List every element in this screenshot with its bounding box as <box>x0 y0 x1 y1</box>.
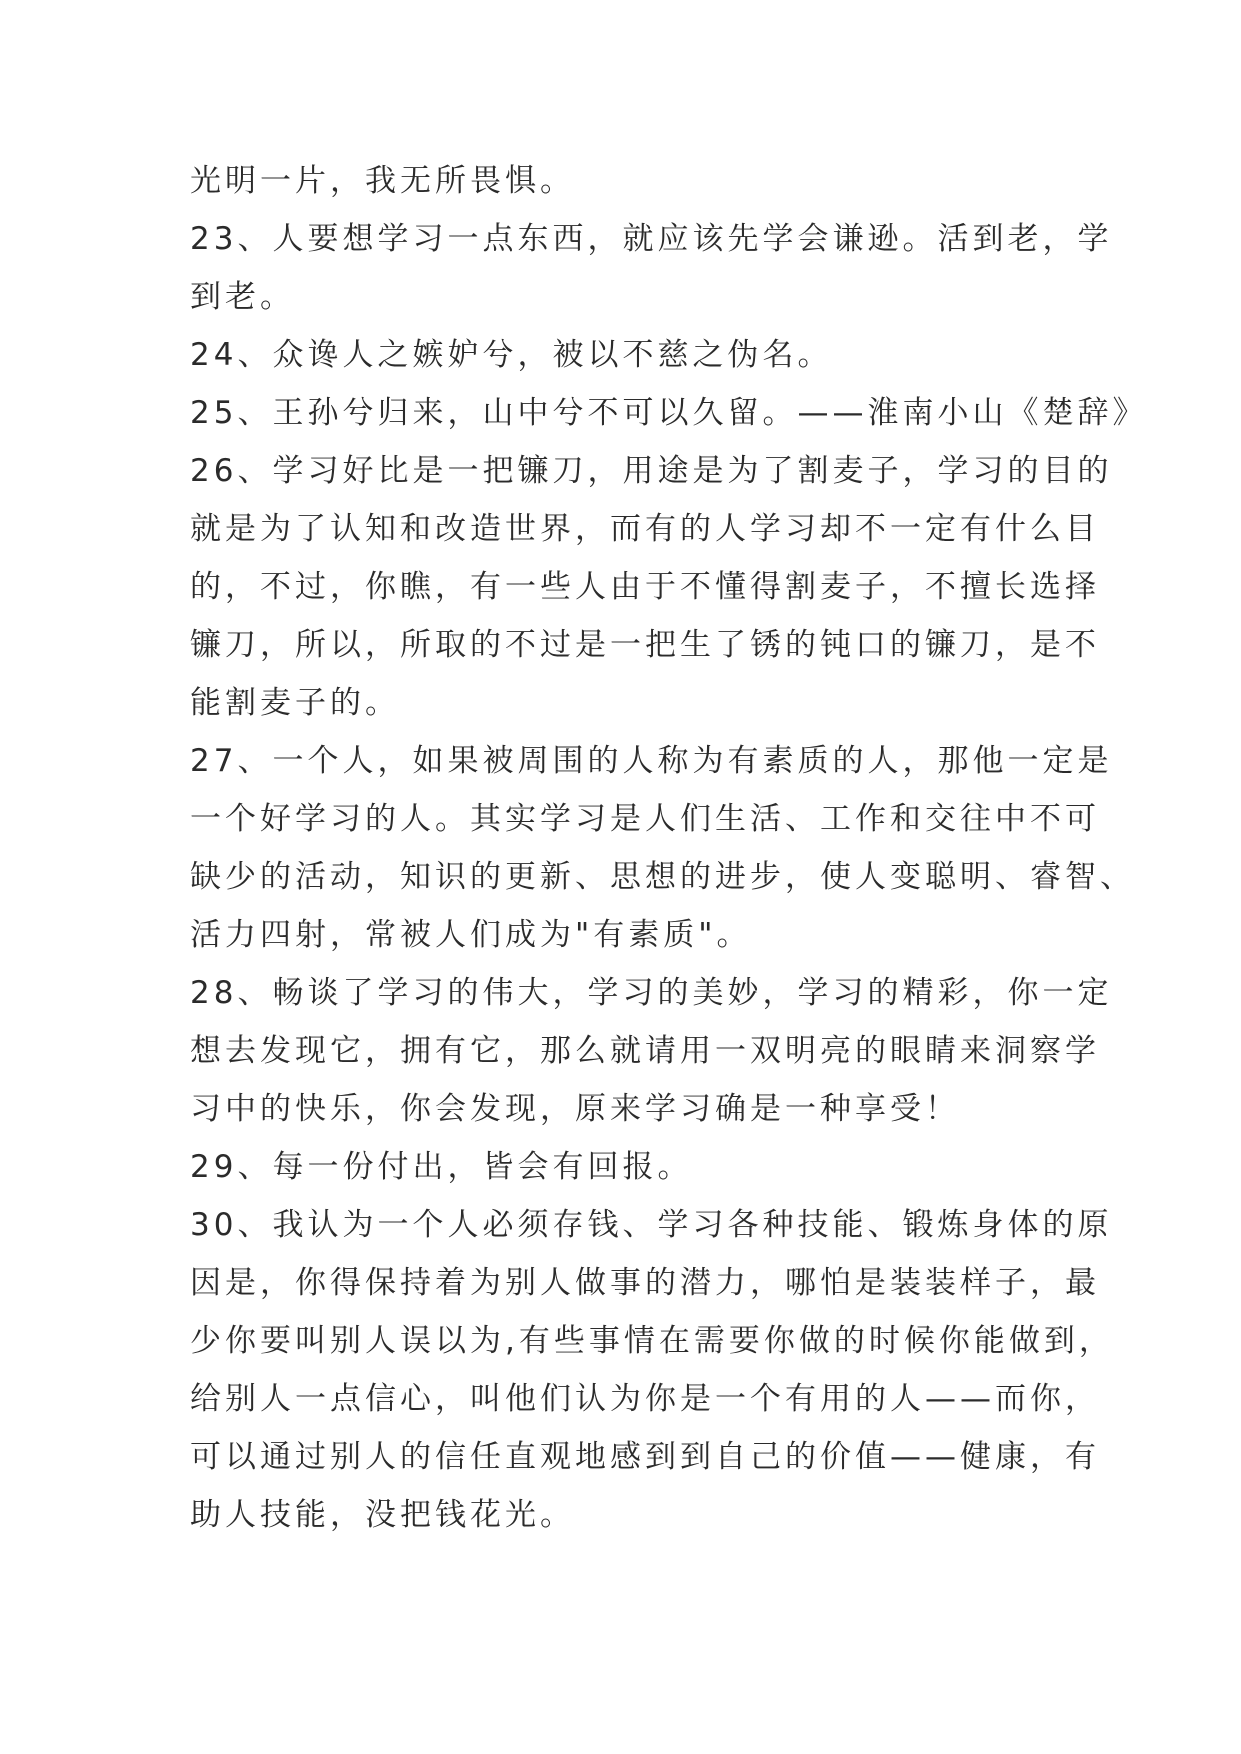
text-line: 26、学习好比是一把镰刀，用途是为了割麦子，学习的目的 <box>190 453 1113 489</box>
text-line: 可以通过别人的信任直观地感到到自己的价值——健康，有 <box>190 1439 1100 1475</box>
text-line: 镰刀，所以，所取的不过是一把生了锈的钝口的镰刀，是不 <box>190 627 1100 663</box>
text-line: 就是为了认知和改造世界，而有的人学习却不一定有什么目 <box>190 511 1100 547</box>
text-line: 29、每一份付出，皆会有回报。 <box>190 1149 693 1185</box>
text-line: 23、人要想学习一点东西，就应该先学会谦逊。活到老，学 <box>190 221 1113 257</box>
text-line: 的，不过，你瞧，有一些人由于不懂得割麦子，不擅长选择 <box>190 569 1100 605</box>
text-line: 27、一个人，如果被周围的人称为有素质的人，那他一定是 <box>190 743 1113 779</box>
text-line: 给别人一点信心，叫他们认为你是一个有用的人——而你， <box>190 1381 1100 1417</box>
text-line: 活力四射，常被人们成为"有素质"。 <box>190 917 752 953</box>
text-line: 想去发现它，拥有它，那么就请用一双明亮的眼睛来洞察学 <box>190 1033 1100 1069</box>
text-line: 到老。 <box>190 279 295 315</box>
text-line: 24、众谗人之嫉妒兮，被以不慈之伪名。 <box>190 337 833 373</box>
text-line: 因是，你得保持着为别人做事的潜力，哪怕是装装样子，最 <box>190 1265 1100 1301</box>
document-body <box>190 152 1148 1544</box>
text-line: 一个好学习的人。其实学习是人们生活、工作和交往中不可 <box>190 801 1100 837</box>
text-line: 30、我认为一个人必须存钱、学习各种技能、锻炼身体的原 <box>190 1207 1113 1243</box>
text-line: 25、王孙兮归来，山中兮不可以久留。——淮南小山《楚辞》 <box>190 395 1148 431</box>
text-line: 光明一片，我无所畏惧。 <box>190 163 575 199</box>
text-line: 缺少的活动，知识的更新、思想的进步，使人变聪明、睿智、 <box>190 859 1135 895</box>
text-line: 能割麦子的。 <box>190 685 400 721</box>
text-line: 习中的快乐，你会发现，原来学习确是一种享受！ <box>190 1091 960 1127</box>
text-line: 助人技能，没把钱花光。 <box>190 1497 575 1533</box>
text-line: 少你要叫别人误以为,有些事情在需要你做的时候你能做到， <box>190 1323 1114 1359</box>
text-line: 28、畅谈了学习的伟大，学习的美妙，学习的精彩，你一定 <box>190 975 1113 1011</box>
